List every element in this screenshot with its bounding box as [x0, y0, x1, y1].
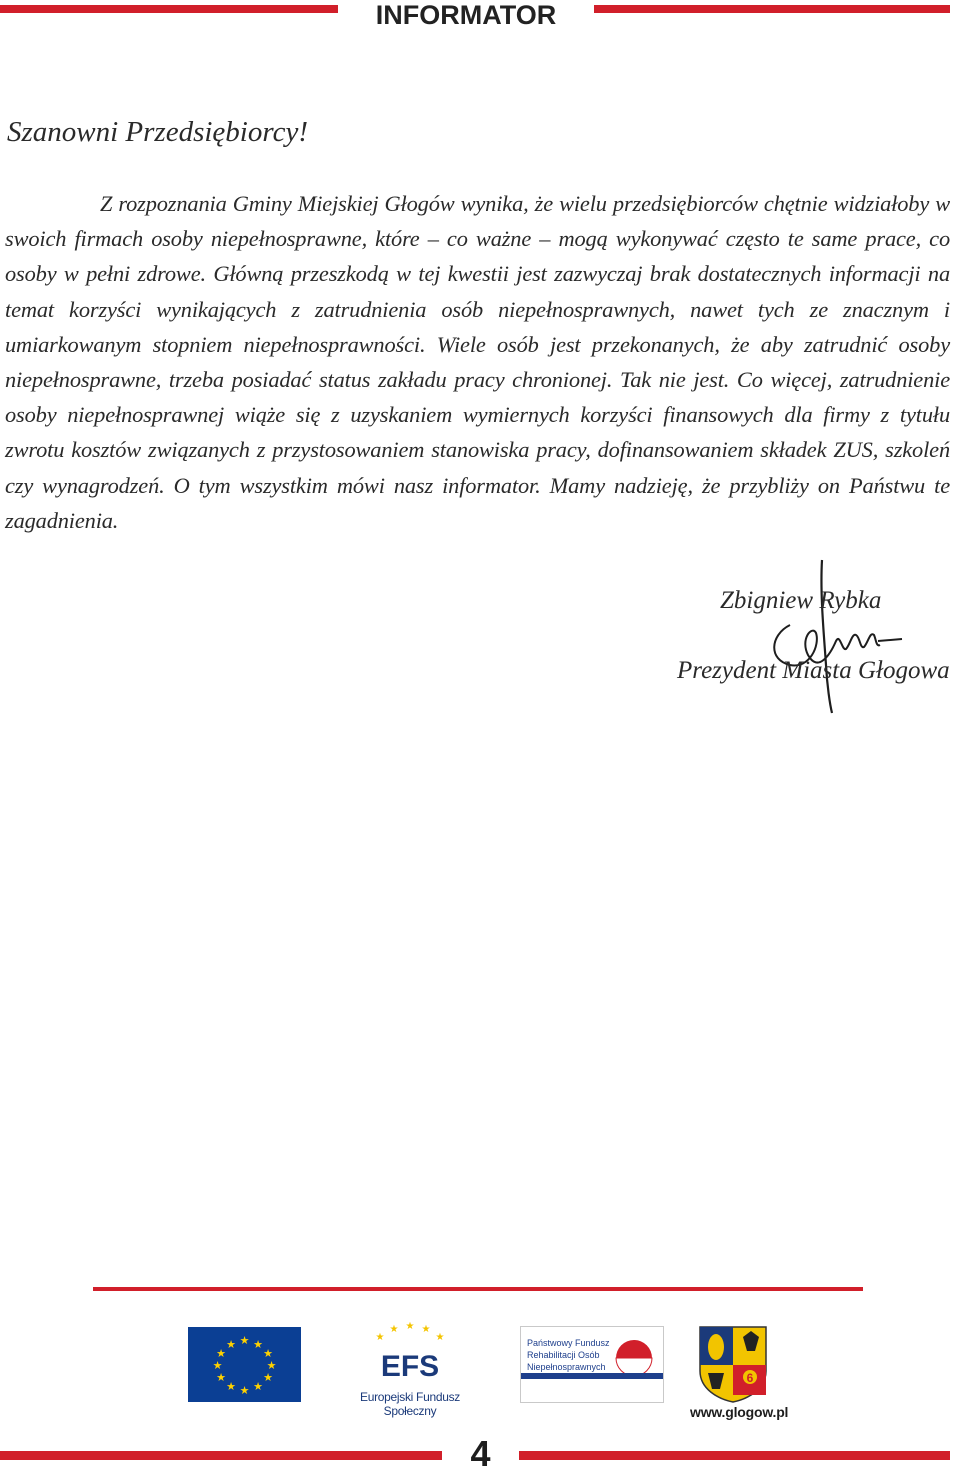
- header-title: INFORMATOR: [375, 0, 557, 30]
- svg-text:★: ★: [421, 1324, 431, 1335]
- svg-text:★: ★: [216, 1347, 226, 1360]
- crest-number: 6: [746, 1371, 754, 1385]
- efs-mark-icon: [336, 1322, 484, 1388]
- svg-text:★: ★: [253, 1338, 263, 1351]
- footer-rule: [93, 1287, 863, 1291]
- glogow-crest-logo: [698, 1325, 768, 1403]
- pfron-line-1: Państwowy Fundusz: [527, 1338, 610, 1348]
- letter-body: Z rozpoznania Gminy Miejskiej Głogów wynika, że wielu przedsiębiorców chętnie widziałoby w swoich firmach osoby niepełnosprawne, które – co ważne – mogą wykonywać często te same prace, co osoby w pełni zdrowe. Główną przeszkodą w tej kwestii jest zazwyczaj brak dostatecznych informacji na temat korzyści wynikających z zatrudnienia osób niepełnosprawnych, nawet tych ze znacznym i umiarkowanym stopniem niepełnosprawności. Wiele osób jest przekonanych, że aby zatrudnić osoby niepełnosprawne, trzeba posiadać status zakładu pracy chronionej. Tak nie jest. Co więcej, zatrudnienie osoby niepełnosprawnej wiąże się z uzyskaniem wymiernych korzyści finansowych dla firmy z tytułu zwrotu kosztów związanych z przystosowaniem stanowiska pracy, dofinansowaniem składek ZUS, szkoleń czy wynagrodzeń. O tym wszystkim mówi nasz informator. Mamy nadzieję, że przybliży on Państwu te zagadnienia.: [5, 191, 950, 533]
- header-rule-right: [594, 5, 950, 13]
- svg-text:★: ★: [226, 1338, 236, 1351]
- pfron-stripe: [521, 1373, 663, 1379]
- svg-text:★: ★: [253, 1380, 263, 1393]
- svg-text:★: ★: [239, 1334, 250, 1347]
- svg-text:★: ★: [266, 1359, 277, 1372]
- letter-greeting: Szanowni Przedsiębiorcy!: [7, 116, 308, 148]
- eu-flag-logo: [188, 1327, 301, 1402]
- signatory-name: Zbigniew Rybka: [720, 587, 882, 614]
- signatory-role: Prezydent Miasta Głogowa: [677, 657, 950, 684]
- svg-text:★: ★: [389, 1324, 399, 1335]
- header-rule-left: [0, 5, 338, 13]
- svg-text:★: ★: [226, 1380, 236, 1393]
- svg-text:★: ★: [435, 1332, 445, 1343]
- pfron-line-3: Niepełnosprawnych: [527, 1362, 606, 1372]
- svg-text:★: ★: [263, 1347, 273, 1360]
- svg-text:★: ★: [212, 1359, 223, 1372]
- page-number: 4: [470, 1433, 491, 1474]
- pfron-logo: [520, 1326, 664, 1403]
- city-url-link[interactable]: www.glogow.pl: [690, 1404, 789, 1420]
- footer-bar-left: [0, 1451, 442, 1460]
- efs-caption: Europejski Fundusz Społeczny: [360, 1390, 460, 1418]
- eu-stars-icon: [188, 1327, 301, 1402]
- efs-logo: [336, 1322, 484, 1418]
- svg-text:★: ★: [216, 1371, 226, 1384]
- pfron-line-2: Rehabilitacji Osób: [527, 1350, 600, 1360]
- svg-text:★: ★: [239, 1384, 250, 1397]
- city-crest-icon: [698, 1325, 768, 1403]
- footer-bar-right: [519, 1451, 950, 1460]
- handwritten-signature: [760, 555, 910, 715]
- svg-text:★: ★: [263, 1371, 273, 1384]
- svg-text:★: ★: [405, 1322, 415, 1332]
- svg-text:★: ★: [375, 1332, 385, 1343]
- efs-mark-text: EFS: [380, 1350, 440, 1383]
